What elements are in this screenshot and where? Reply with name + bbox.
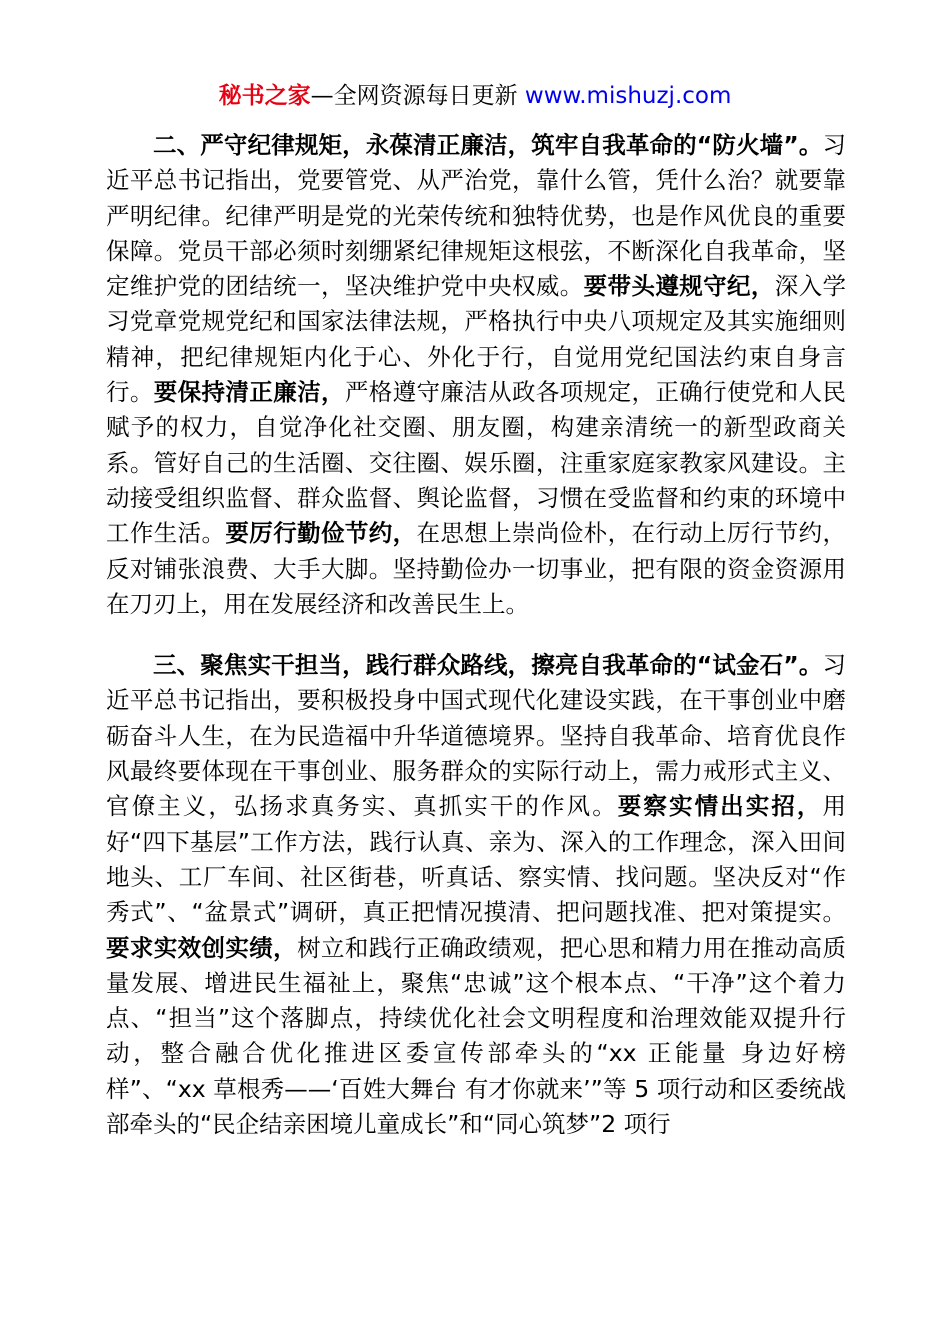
paragraph-section-two [106,128,846,622]
paragraph-text: 严格遵守廉洁从政各项规定，正确行使党和人民赋予的权力，自觉净化社交圈、朋友圈，构建亲清统一的新型政商关系。管好自己的生活圈、交往圈、娱乐圈，注重家庭家教家风建设。主动接受组织监督、群众监督、舆论监督，习惯在受监督和约束的环境中工作生活。 [106,378,847,548]
paragraph-text: 在思想上崇尚俭朴，在行动上厉行节约，反对铺张浪费、大手大脚。坚持勤俭办一切事业，把有限的资金资源用在刀刃上，用在发展经济和改善民生上。 [106,519,847,618]
key-point: 要厉行勤俭节约， [225,519,417,548]
paragraph-section-three [106,648,846,1142]
key-point: 要带头遵规守纪， [583,272,775,301]
key-point: 要求实效创实绩， [106,933,298,962]
brand-name: 秘书之家 [218,83,311,109]
section-heading: 三、聚焦实干担当，践行群众路线，擦亮自我革命的“试金石”。 [153,651,823,680]
document-body [106,128,846,1168]
paragraph-text: 习近平总书记指出，要积极投身中国式现代化建设实践，在干事创业中磨砺奋斗人生，在为民造福中升华道德境界。坚持自我革命、培育优良作风最终要体现在干事创业、服务群众的实际行动上，需力戒形式主义、官僚主义，弘扬求真务实、真抓实干的作风。 [106,651,846,821]
page-header [0,80,950,112]
key-point: 要察实情出实招， [617,792,823,821]
section-heading: 二、严守纪律规矩，永葆清正廉洁，筑牢自我革命的“防火墙”。 [153,131,823,159]
header-tagline: —全网资源每日更新 [310,83,525,109]
paragraph-text: 习近平总书记指出，党要管党、从严治党，靠什么管，凭什么治？就要靠严明纪律。纪律严明是党的光荣传统和独特优势，也是作风优良的重要保障。党员干部必须时刻绷紧纪律规矩这根弦，不断深化自我革命，坚定维护党的团结统一，坚决维护党中央权威。 [106,131,846,301]
paragraph-text: 树立和践行正确政绩观，把心思和精力用在推动高质量发展、增进民生福祉上，聚焦“忠诚”这个根本点、“干净”这个着力点、“担当”这个落脚点，持续优化社会文明程度和治理效能双提升行动，整合融合优化推进区委宣传部牵头的“xx 正能量 身边好榜样”、“xx 草根秀——‘百姓大舞台 有才你就来’”等 5 项行动和区委统战部牵头的“民企结亲困境儿童成长”和“同心筑梦”2 项行 [106,933,847,1139]
paragraph-text: 深入学习党章党规党纪和国家法律法规，严格执行中央八项规定及其实施细则精神，把纪律规矩内化于心、外化于行，自觉用党纪国法约束自身言行。 [106,272,847,407]
paragraph-text: 用好“四下基层”工作方法，践行认真、亲为、深入的工作理念，深入田间地头、工厂车间、社区街巷，听真话、察实情、找问题。坚决反对“作秀式”、“盆景式”调研，真正把情况摸清、把问题找准、把对策提实。 [106,792,847,927]
site-link[interactable]: www.mishuzj.com [524,83,732,109]
key-point: 要保持清正廉洁， [153,378,345,407]
